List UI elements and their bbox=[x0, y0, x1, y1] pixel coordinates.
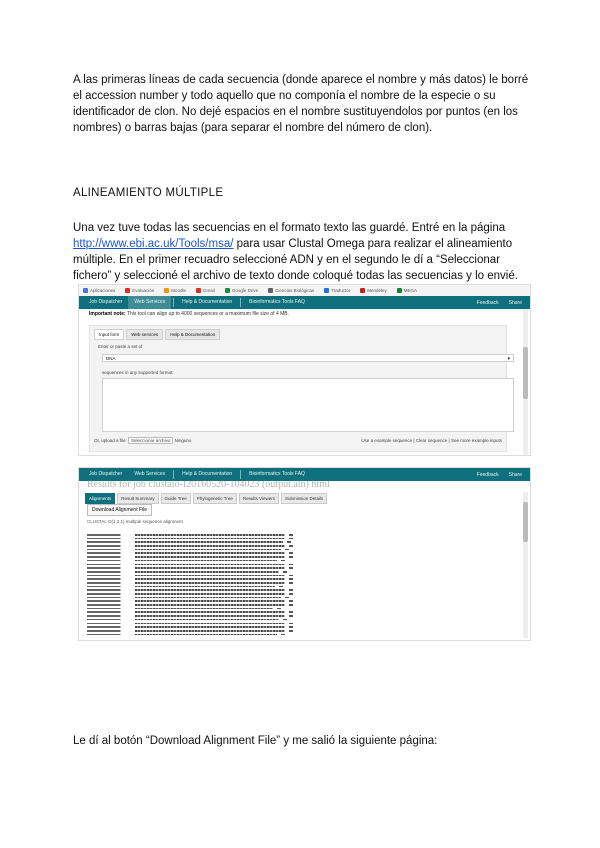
example-links[interactable]: Use a example sequence | Clear sequence | See more example inputs bbox=[361, 438, 502, 443]
bookmark[interactable]: Mendeley bbox=[360, 288, 387, 293]
choose-file-button[interactable]: Seleccionar archivo bbox=[128, 437, 173, 444]
results-title: Results for job clustalo-I20160520-104023 (output.aln) html bbox=[87, 479, 330, 490]
tab-alignments[interactable]: Alignments bbox=[85, 493, 115, 504]
alignment-block bbox=[87, 533, 387, 636]
bookmark[interactable]: Gmail bbox=[196, 288, 215, 293]
scrollbar-thumb[interactable] bbox=[523, 347, 528, 399]
bookmark[interactable]: MEGA bbox=[397, 288, 417, 293]
nav-tab-help[interactable]: Help & Documentation bbox=[182, 471, 233, 477]
feedback-link[interactable]: Feedback bbox=[476, 299, 499, 306]
closing-paragraph: Le dí al botón “Download Alignment File” y me salió la siguiente página: bbox=[73, 735, 438, 747]
msa-link[interactable]: http://www.ebi.ac.uk/Tools/msa/ bbox=[73, 238, 234, 250]
intro-paragraph: A las primeras líneas de cada secuencia (donde aparece el nombre y más datos) le borré el accession number y todo aquello que no componía el nombre de la especie o su identificador de clon. No dejé espacios en el nombre sustituyendolos por puntos (en los nombres) o barras bajas (para separar el nombre del número de clon). bbox=[73, 74, 529, 134]
section-heading: ALINEAMIENTO MÚLTIPLE bbox=[73, 187, 224, 199]
upload-label: Or, upload a file: bbox=[94, 438, 127, 443]
body-paragraph bbox=[73, 220, 531, 284]
tab-result-summary[interactable]: Result Summary bbox=[117, 493, 158, 504]
nav-divider bbox=[240, 298, 241, 307]
drive-icon bbox=[225, 288, 230, 293]
sequence-type-select[interactable]: DNA ▾ bbox=[102, 354, 514, 362]
nav-tab-web-services[interactable]: Web Services bbox=[134, 471, 166, 477]
chevron-down-icon: ▾ bbox=[507, 356, 510, 362]
nav-tab-web-services[interactable]: Web Services bbox=[128, 296, 171, 309]
tab-input-form[interactable]: Input form bbox=[94, 329, 124, 340]
bookmark-icon bbox=[125, 288, 130, 293]
translate-icon bbox=[324, 288, 329, 293]
input-form-panel bbox=[89, 325, 510, 452]
clustal-input-screenshot bbox=[78, 284, 531, 456]
result-tabs bbox=[85, 493, 327, 504]
bookmark-icon bbox=[268, 288, 273, 293]
bookmark-icon bbox=[164, 288, 169, 293]
feedback-link[interactable]: Feedback bbox=[476, 471, 499, 478]
sequences-label: sequences in any supported format: bbox=[102, 370, 174, 375]
seq-type-label: Enter or paste a set of bbox=[98, 344, 143, 349]
scrollbar-thumb[interactable] bbox=[523, 502, 528, 542]
bookmark[interactable]: Google Drive bbox=[225, 288, 258, 293]
body-text-after-link: para usar Clustal Omega para realizar el alineamiento múltiple. En el primer recuadro seleccioné ADN y en el segundo le dí a “Seleccionar fichero” y seleccioné el archivo de texto donde coloqué todas las secuencias y lo envié. bbox=[73, 238, 518, 282]
bookmark[interactable]: Traductor bbox=[324, 288, 350, 293]
bookmark[interactable]: Evaluación bbox=[125, 288, 154, 293]
clustal-results-screenshot bbox=[78, 467, 531, 641]
apps-icon bbox=[83, 288, 88, 293]
nav-tab-job-dispatcher[interactable]: Job Dispatcher bbox=[89, 471, 123, 477]
clustal-header: CLUSTAL O(1.2.1) multiple sequence alignment bbox=[87, 519, 183, 524]
bookmark[interactable]: Ciencias Biológicas bbox=[268, 288, 314, 293]
tab-submission-details[interactable]: Submission Details bbox=[281, 493, 327, 504]
sequence-textarea[interactable] bbox=[102, 378, 514, 432]
bookmark-icon bbox=[397, 288, 402, 293]
bookmark-icon bbox=[360, 288, 365, 293]
nav-tab-faq[interactable]: Bioinformatics Tools FAQ bbox=[249, 299, 305, 305]
important-note: Important note: This tool can align up to 4000 sequences or a maximum file size of 4 MB. bbox=[89, 311, 290, 317]
tab-guide-tree[interactable]: Guide Tree bbox=[161, 493, 191, 504]
form-tabs bbox=[90, 326, 506, 343]
nav-divider bbox=[173, 470, 174, 479]
share-link[interactable]: Share bbox=[508, 471, 522, 478]
nav-tab-faq[interactable]: Bioinformatics Tools FAQ bbox=[249, 471, 305, 477]
download-alignment-button[interactable]: Download Alignment File bbox=[87, 504, 152, 516]
tab-help[interactable]: Help & Documentation bbox=[165, 329, 220, 340]
share-link[interactable]: Share bbox=[508, 299, 522, 306]
upload-row bbox=[94, 438, 502, 443]
tab-results-viewers[interactable]: Results Viewers bbox=[239, 493, 279, 504]
tab-web-services[interactable]: Web services bbox=[126, 329, 163, 340]
scrollbar[interactable] bbox=[523, 492, 528, 638]
bookmark[interactable]: Moodle bbox=[164, 288, 186, 293]
bookmarks-bar bbox=[79, 285, 530, 296]
nav-divider bbox=[240, 470, 241, 479]
tab-phylogenetic-tree[interactable]: Phylogenetic Tree bbox=[193, 493, 237, 504]
gmail-icon bbox=[196, 288, 201, 293]
ebi-navbar bbox=[79, 296, 530, 309]
nav-tab-help[interactable]: Help & Documentation bbox=[182, 299, 233, 305]
bookmark[interactable]: Aplicaciones bbox=[83, 288, 115, 293]
upload-status: Ninguno bbox=[174, 438, 192, 443]
nav-divider bbox=[173, 298, 174, 307]
body-text-before-link: Una vez tuve todas las secuencias en el formato texto las guardé. Entré en la página bbox=[73, 222, 506, 234]
alignment-row bbox=[87, 633, 387, 637]
scrollbar[interactable] bbox=[523, 309, 528, 455]
nav-tab-job-dispatcher[interactable]: Job Dispatcher bbox=[89, 299, 123, 305]
